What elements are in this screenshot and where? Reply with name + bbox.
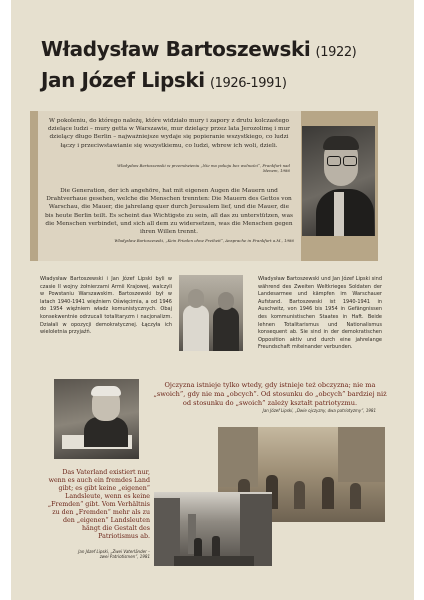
- quote-bartoszewski-pl: W pokoleniu, do którego należę, które widziało mury i zapory z drutu kolczastego dzielące ludzi – mury getta w Warszawie, mur dzielący przez lata Jerozolimę i mur dzielący długo Berlin – najważniejsze wydaje się popieranie wszystkiego, co ludzi łączy i przeciwstawianie się wszystkiemu, co ludzi, wbrew ich woli, dzieli.: [48, 118, 290, 149]
- quote-bartoszewski-pl-source: Władysław Bartoszewski w przemówieniu „Nie ma pokoju bez wolności“, Frankfurt nad Menem, 1986: [117, 163, 290, 173]
- two-men-photo: [179, 275, 243, 351]
- title-lipski-name: Jan Józef Lipski: [41, 68, 205, 92]
- man-at-desk-photo: [54, 379, 139, 459]
- quote-lipski-de: Das Vaterland existiert nur, wenn es auch ein fremdes Land gibt; es gibt keine „eigenen“ Landsleute, wenn es keine „Fremden“ gibt. Vom Verhältnis zu den „Fremden“ mehr als zu den „eigenen“ Landsleuten hängt die Gestalt des Patriotismus ab.: [47, 469, 150, 540]
- title-lipski-years: (1926-1991): [209, 76, 287, 91]
- title-bartoszewski-years: (1922): [315, 45, 357, 60]
- quote-bartoszewski-de: Die Generation, der ich angehöre, hat mit eigenen Augen die Mauern und Drahtverhaue gesehen, welche die Menschen trennten: Die Mauern des Gettos von Warschau, die Mauer, die jahrelang quer durch Jerusalem lief, und die Mauer, die bis heute Berlin teilt. Es scheint das Wichtigste zu sein, all das zu unterstützen, was die Menschen verbindet, und sich all dem zu widersetzen, was die Menschen gegen ihren Willen trennt.: [44, 188, 294, 236]
- bio-german: Władysław Bartoszewski und Jan Józef Lipski sind während des Zweiten Weltkrieges Soldaten der Landesarmee und kämpfen im Warschauer Aufstand. Bartoszewski ist 1940-1941 in Auschwitz, von 1946 bis 1954 in Gefängnissen des kommunistischen Staates in Haft. Beide lehnen Totalitarismus und Nationalismus konsequent ab. Sie sind in der demokratischen Opposition aktiv und durch eine jahrelange Freundschaft miteinander verbunden.: [258, 276, 382, 351]
- quote-lipski-pl: Ojczyzna istnieje tylko wtedy, gdy istnieje też obczyzna; nie ma „swoich”, gdy nie ma „obcych”. Od stosunku do „obcych” bardziej niż od stosunku do „swoich” zależy kształt patriotyzmu.: [153, 381, 387, 407]
- portrait-photo: [302, 126, 375, 236]
- title-bartoszewski-name: Władysław Bartoszewski: [41, 37, 311, 61]
- title-bartoszewski: [41, 37, 356, 61]
- quote-lipski-de-source: Jan Józef Lipski, „Zwei Vaterländer – zwei Patriotismen“, 1981: [78, 549, 150, 559]
- bio-polish: Władysław Bartoszewski i Jan Józef Lipski byli w czasie II wojny żołnierzami Armii Krajowej, walczyli w Powstaniu Warszawskim. Bartoszewski był w latach 1940-1941 więźniem Oświęcimia, a od 1946 do 1954 więźniem władz komunistycznych. Obaj konsekwentnie odrzucali totalitaryzm i nacjonalizm. Działali w opozycji demokratycznej. Łączyła ich wieloletnia przyjaźń.: [40, 276, 172, 336]
- quote-bartoszewski-de-source: Władysław Bartoszewski, „Kein Frieden ohne Freiheit“, Ansprache in Frankfurt a.M., 1986: [114, 238, 294, 243]
- quote-lipski-pl-source: Jan Józef Lipski, „Dwie ojczyzny, dwa patriotyzmy“, 1981: [262, 408, 376, 413]
- title-lipski: [41, 68, 287, 92]
- ruins-photo: [154, 492, 272, 566]
